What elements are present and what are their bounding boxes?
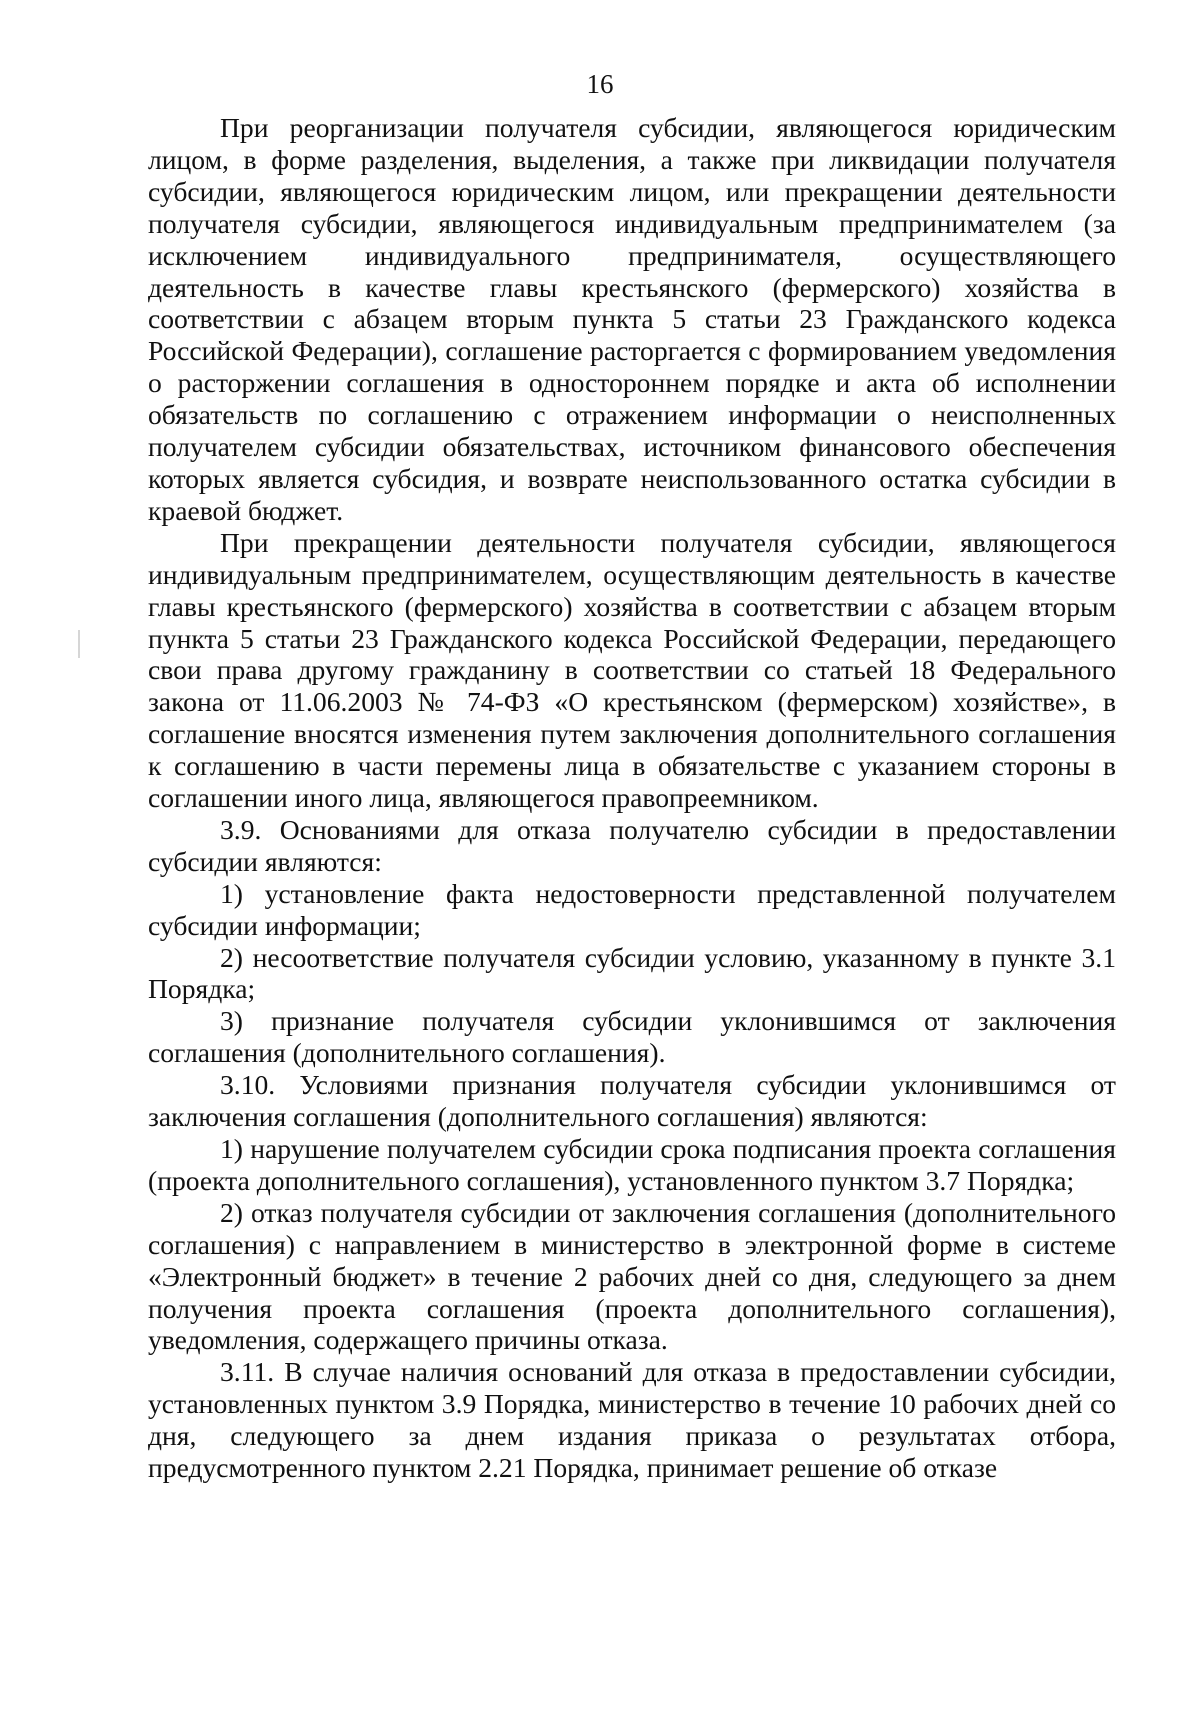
scan-margin-mark (78, 630, 80, 658)
paragraph-termination-farmer: При прекращении деятельности получателя субсидии, являющегося индивидуальным предпринимателем, осуществляющим деятельность в качестве главы крестьянского (фермерского) хозяйства в соответствии с абзацем вторым пункта 5 статьи 23 Гражданского кодекса Российской Федерации, передающего свои права другому гражданину в соответствии со статьей 18 Федерального закона от 11.06.2003 № 74-ФЗ «О крестьянском (фермерском) хозяйстве», в соглашение вносятся изменения путем заключения дополнительного соглашения к соглашению в части перемены лица в обязательстве с указанием стороны в соглашении иного лица, являющегося правопреемником. (148, 526, 1116, 814)
paragraph-3-9-heading: 3.9. Основаниями для отказа получателю субсидии в предоставлении субсидии являются: (148, 813, 1116, 877)
paragraph-3-10-item-1: 1) нарушение получателем субсидии срока подписания проекта соглашения (проекта дополнительного соглашения), установленного пунктом 3.7 Порядка; (148, 1133, 1116, 1196)
paragraph-reorganization: При реорганизации получателя субсидии, являющегося юридическим лицом, в форме разделения, выделения, а также при ликвидации получателя субсидии, являющегося юридическим лицом, или прекращении деятельности получателя субсидии, являющегося индивидуальным предпринимателем (за исключением индивидуального предпринимателя, осуществляющего деятельность в качестве главы крестьянского (фермерского) хозяйства в соответствии с абзацем вторым пункта 5 статьи 23 Гражданского кодекса Российской Федерации), соглашение расторгается с формированием уведомления о расторжении соглашения в одностороннем порядке и акта об исполнении обязательств по соглашению с отражением информации о неисполненных получателем субсидии обязательствах, источником финансового обеспечения которых является субсидия, и возврате неиспользованного остатка субсидии в краевой бюджет. (148, 112, 1116, 526)
paragraph-3-9-item-1: 1) установление факта недостоверности представленной получателем субсидии информации; (148, 877, 1116, 941)
paragraph-3-9-item-3: 3) признание получателя субсидии уклонившимся от заключения соглашения (дополнительного соглашения). (148, 1005, 1116, 1069)
document-body (148, 112, 1116, 1484)
paragraph-3-11: 3.11. В случае наличия оснований для отказа в предоставлении субсидии, установленных пунктом 3.9 Порядка, министерство в течение 10 рабочих дней со дня, следующего за днем издания приказа о результатах отбора, предусмотренного пунктом 2.21 Порядка, принимает решение об отказе (148, 1356, 1116, 1484)
paragraph-3-10-heading: 3.10. Условиями признания получателя субсидии уклонившимся от заключения соглашения (дополнительного соглашения) являются: (148, 1069, 1116, 1133)
page-number: 16 (586, 69, 614, 99)
paragraph-3-9-item-2: 2) несоответствие получателя субсидии условию, указанному в пункте 3.1 Порядка; (148, 941, 1116, 1005)
paragraph-3-10-item-2: 2) отказ получателя субсидии от заключения соглашения (дополнительного соглашения) с направлением в министерство в электронной форме в системе «Электронный бюджет» в течение 2 рабочих дней со дня, следующего за днем получения проекта соглашения (проекта дополнительного соглашения), уведомления, содержащего причины отказа. (148, 1196, 1116, 1356)
